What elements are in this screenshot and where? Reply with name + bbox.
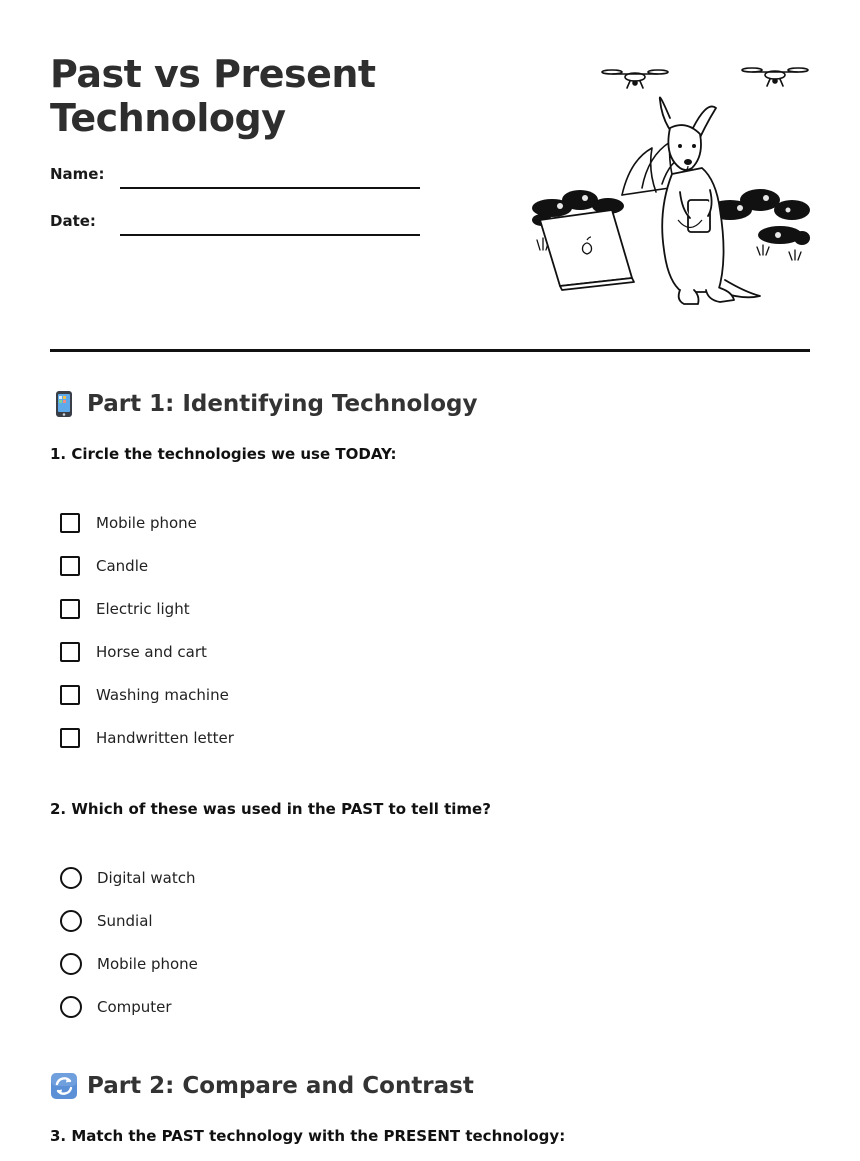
option-label: Horse and cart: [96, 642, 207, 661]
list-item[interactable]: [60, 942, 198, 985]
arrows-cycle-icon: [50, 1072, 78, 1100]
list-item[interactable]: [60, 985, 198, 1028]
option-label: Washing machine: [96, 685, 229, 704]
question-3: 3. Match the PAST technology with the PRESENT technology:: [50, 1127, 566, 1145]
question-1-options: [60, 501, 234, 759]
checkbox[interactable]: [60, 513, 80, 533]
kangaroo-technology-illustration: [530, 60, 810, 312]
question-1: 1. Circle the technologies we use TODAY:: [50, 445, 397, 463]
part1-heading-text: Part 1: Identifying Technology: [87, 391, 478, 417]
date-label: Date:: [50, 212, 96, 230]
option-label: Computer: [97, 997, 172, 1016]
option-label: Mobile phone: [96, 513, 197, 532]
radio-button[interactable]: [60, 953, 82, 975]
question-2-options: [60, 856, 198, 1028]
part2-heading: [50, 1070, 474, 1102]
worksheet-page: [50, 0, 810, 1161]
option-label: Electric light: [96, 599, 190, 618]
option-label: Digital watch: [97, 868, 196, 887]
option-label: Candle: [96, 556, 149, 575]
part1-heading: [50, 388, 477, 420]
laptop-icon: [540, 210, 634, 290]
option-label: Sundial: [97, 911, 153, 930]
part2-heading-text: Part 2: Compare and Contrast: [87, 1073, 474, 1099]
name-field: [50, 164, 420, 194]
drone-icon: [602, 70, 668, 88]
list-item[interactable]: [60, 673, 234, 716]
list-item[interactable]: [60, 899, 198, 942]
option-label: Mobile phone: [97, 954, 198, 973]
date-line[interactable]: [120, 234, 420, 236]
mobile-phone-icon: [50, 390, 78, 418]
name-line[interactable]: [120, 187, 420, 189]
list-item[interactable]: [60, 856, 198, 899]
drone-icon: [742, 68, 808, 86]
header-divider: [50, 349, 810, 352]
checkbox[interactable]: [60, 556, 80, 576]
list-item[interactable]: [60, 630, 234, 673]
name-label: Name:: [50, 165, 105, 183]
option-label: Handwritten letter: [96, 728, 234, 747]
list-item[interactable]: [60, 501, 234, 544]
list-item[interactable]: [60, 544, 234, 587]
checkbox[interactable]: [60, 685, 80, 705]
checkbox[interactable]: [60, 642, 80, 662]
checkbox[interactable]: [60, 599, 80, 619]
radio-button[interactable]: [60, 996, 82, 1018]
list-item[interactable]: [60, 587, 234, 630]
page-title: Past vs Present Technology: [50, 52, 376, 140]
list-item[interactable]: [60, 716, 234, 759]
radio-button[interactable]: [60, 867, 82, 889]
date-field: [50, 211, 420, 241]
question-2: 2. Which of these was used in the PAST to tell time?: [50, 800, 491, 818]
checkbox[interactable]: [60, 728, 80, 748]
radio-button[interactable]: [60, 910, 82, 932]
